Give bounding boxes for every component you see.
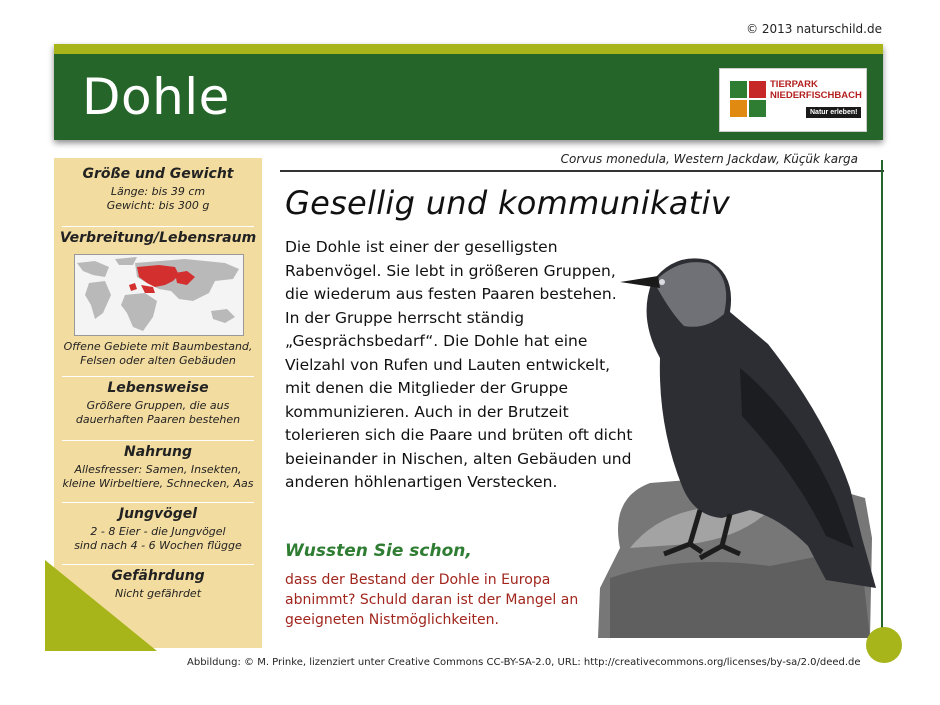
- jackdaw-photo: [590, 248, 880, 638]
- food-heading: Nahrung: [124, 444, 192, 460]
- lifestyle-heading: Lebensweise: [107, 380, 209, 396]
- threat-section: Gefährdung Nicht gefährdet: [54, 568, 262, 601]
- tierpark-logo[interactable]: [719, 68, 867, 132]
- logo-tiles-icon: [730, 81, 766, 117]
- habitat-heading: Verbreitung/Lebensraum: [59, 230, 257, 246]
- species-names: Corvus monedula, Western Jackdaw, Küçük karga: [560, 152, 858, 166]
- habitat-section: [54, 230, 262, 246]
- young-heading: Jungvögel: [118, 506, 198, 522]
- divider: [62, 226, 254, 227]
- distribution-map: [74, 254, 244, 336]
- main-text: Die Dohle ist einer der geselligsten Rabenvögel. Sie lebt in größeren Gruppen, die wiederum aus festen Paaren bestehen. In der Gruppe herrscht ständig „Gesprächsbedarf“. Die Dohle hat eine Vielzahl von Rufen und Lauten entwickelt, mit denen die Mitglieder der Gruppe kommunizieren. Auch in der Brutzeit tolerieren sich die Paare und brüten oft dicht beieinander in Nischen, alten Gebäuden und anderen höhlenartigen Verstecken.: [285, 238, 633, 491]
- header-banner: [54, 44, 883, 140]
- size-weight: Gewicht: bis 300 g: [106, 199, 210, 212]
- habitat-text: Offene Gebiete mit Baumbestand, Felsen oder alten Gebäuden: [63, 340, 253, 367]
- content-right-rule: [881, 160, 883, 638]
- logo-name: TIERPARK NIEDERFISCHBACH: [770, 79, 862, 101]
- size-length: Länge: bis 39 cm: [110, 185, 206, 198]
- page-title: Dohle: [82, 68, 230, 126]
- divider: [62, 440, 254, 441]
- threat-heading: Gefährdung: [111, 568, 205, 584]
- corner-circle: [866, 627, 902, 663]
- did-you-know-text: dass der Bestand der Dohle in Europa abnimmt? Schuld daran ist der Mangel an geeigneten Nistmöglichkeiten.: [285, 572, 579, 628]
- corner-triangle: [45, 560, 157, 651]
- copyright-notice: © 2013 naturschild.de: [746, 22, 882, 36]
- size-heading: Größe und Gewicht: [82, 166, 234, 182]
- content-top-rule: [280, 170, 884, 172]
- logo-slogan: Natur erleben!: [806, 107, 861, 118]
- divider: [62, 502, 254, 503]
- section-title: Gesellig und kommunikativ: [285, 184, 730, 222]
- divider: [62, 376, 254, 377]
- size-section: [54, 166, 262, 213]
- did-you-know-heading: Wussten Sie schon,: [285, 541, 472, 561]
- lifestyle-section: Lebensweise Größere Gruppen, die aus dauerhaften Paaren bestehen: [54, 380, 262, 427]
- young-section: Jungvögel 2 - 8 Eier - die Jungvögel sind nach 4 - 6 Wochen flügge: [54, 506, 262, 553]
- image-credit: Abbildung: © M. Prinke, lizenziert unter Creative Commons CC-BY-SA-2.0, URL: http://creativecommons.org/licenses/by-sa/2.0/deed.de: [187, 657, 861, 668]
- food-section: Nahrung Allesfresser: Samen, Insekten, kleine Wirbeltiere, Schnecken, Aas: [54, 444, 262, 491]
